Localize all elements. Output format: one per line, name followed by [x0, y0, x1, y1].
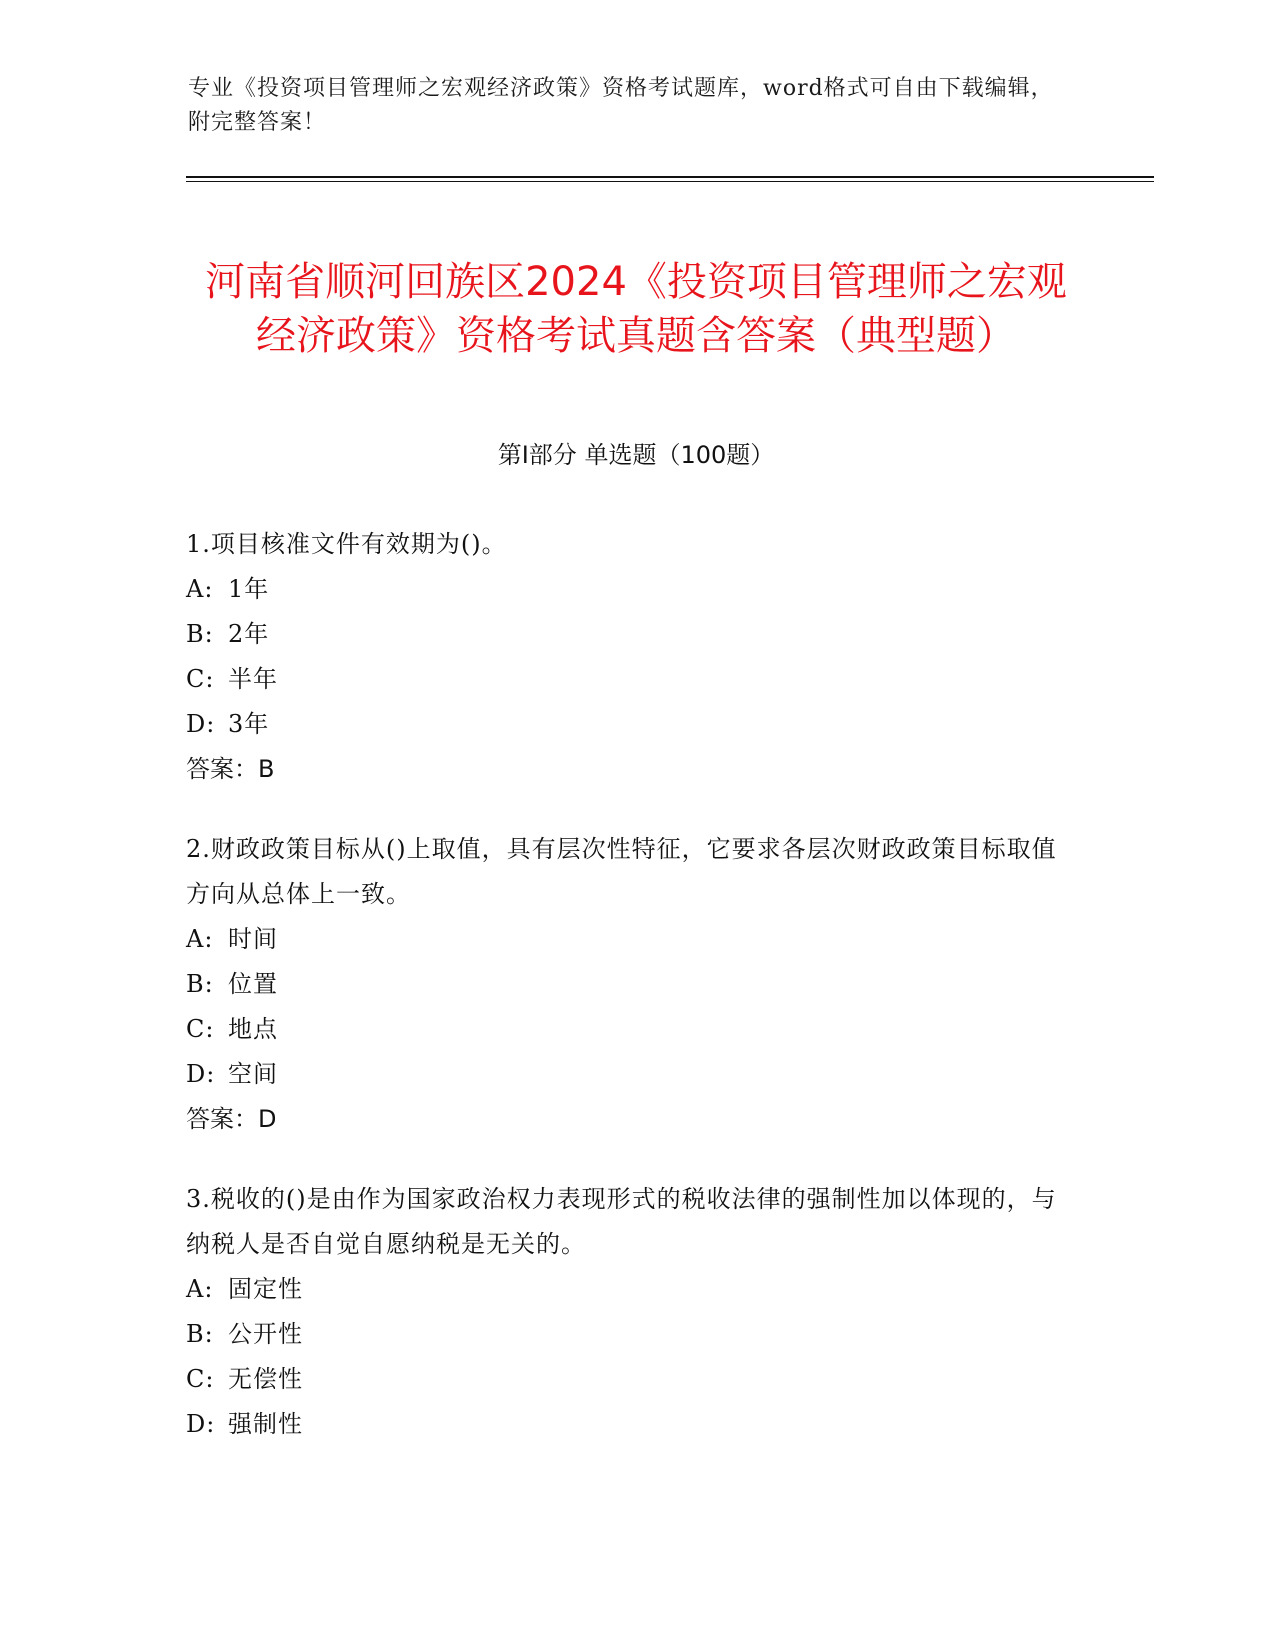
option-b [186, 962, 1066, 1007]
option-d [186, 702, 1066, 747]
question-stem: 1.项目核准文件有效期为()。 [186, 530, 507, 558]
option-b [186, 612, 1066, 657]
option-letter: D: [186, 1060, 216, 1088]
option-text: 地点 [228, 1015, 278, 1043]
option-c [186, 1007, 1066, 1052]
question-stem: 2.财政政策目标从()上取值，具有层次性特征，它要求各层次财政政策目标取值方向从总体上一致。 [186, 835, 1057, 908]
header-divider [186, 176, 1154, 178]
section-heading: 第I部分 单选题（100题） [497, 441, 775, 469]
option-c [186, 657, 1066, 702]
answer-line: 答案：D [186, 1105, 277, 1133]
option-text: 时间 [228, 925, 278, 953]
option-letter: B: [186, 620, 214, 648]
question-3 [186, 1177, 1066, 1447]
header-note: 专业《投资项目管理师之宏观经济政策》资格考试题库，word格式可自由下载编辑，附完整答案！ [188, 76, 1054, 135]
header-divider-thin [186, 181, 1154, 182]
option-letter: B: [186, 1320, 214, 1348]
option-a [186, 1267, 1066, 1312]
option-text: 固定性 [228, 1275, 303, 1303]
option-letter: C: [186, 1015, 215, 1043]
option-text: 3年 [228, 710, 270, 738]
option-text: 位置 [228, 970, 278, 998]
option-a [186, 567, 1066, 612]
option-letter: A: [186, 575, 214, 603]
question-2 [186, 827, 1066, 1142]
option-c [186, 1357, 1066, 1402]
option-text: 公开性 [228, 1320, 303, 1348]
option-a [186, 917, 1066, 962]
option-b [186, 1312, 1066, 1357]
option-text: 空间 [228, 1060, 278, 1088]
answer-line: 答案：B [186, 755, 275, 783]
option-text: 无偿性 [228, 1365, 303, 1393]
option-text: 半年 [228, 665, 278, 693]
option-letter: C: [186, 1365, 215, 1393]
option-text: 强制性 [228, 1410, 303, 1438]
option-letter: D: [186, 710, 216, 738]
option-letter: B: [186, 970, 214, 998]
option-d [186, 1402, 1066, 1447]
option-letter: A: [186, 925, 214, 953]
question-stem: 3.税收的()是由作为国家政治权力表现形式的税收法律的强制性加以体现的，与纳税人是否自觉自愿纳税是无关的。 [186, 1185, 1057, 1258]
option-d [186, 1052, 1066, 1097]
document-title: 河南省顺河回族区2024《投资项目管理师之宏观经济政策》资格考试真题含答案（典型题） [205, 258, 1067, 359]
option-text: 1年 [228, 575, 270, 603]
option-letter: A: [186, 1275, 214, 1303]
option-letter: D: [186, 1410, 216, 1438]
question-1 [186, 522, 1066, 792]
option-letter: C: [186, 665, 215, 693]
option-text: 2年 [228, 620, 270, 648]
